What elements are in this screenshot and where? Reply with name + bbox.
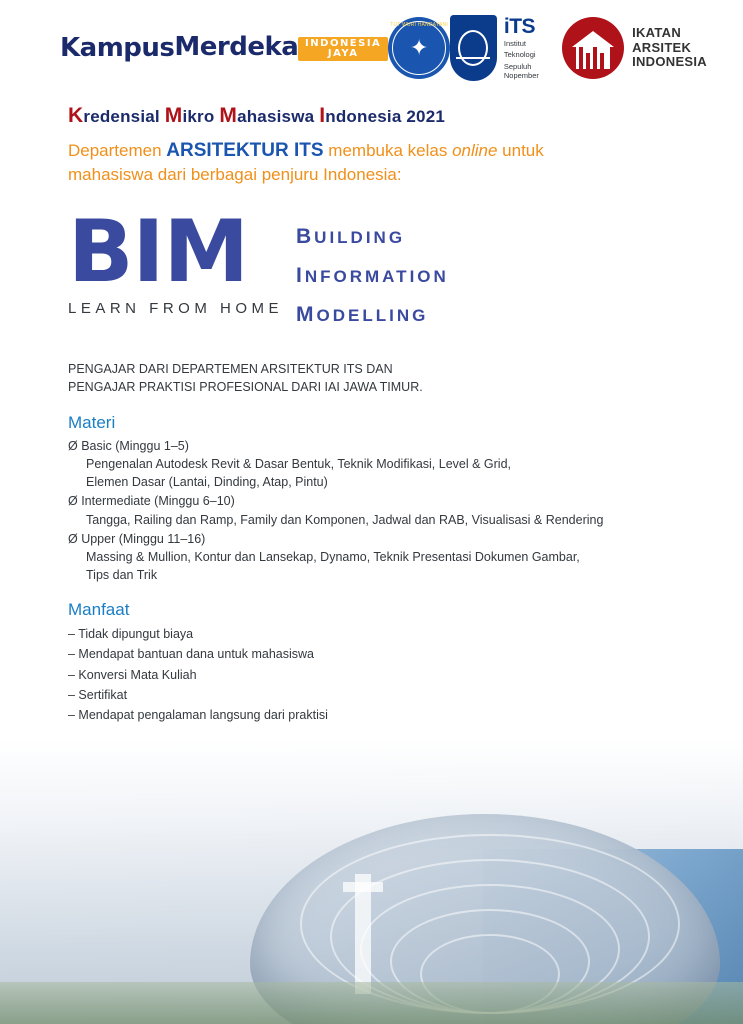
materi-item-basic [68, 437, 703, 491]
logo-header [0, 0, 743, 92]
dept-mid: membuka kelas [323, 141, 453, 160]
dept-post: untuk [497, 141, 544, 160]
bim-acronym: BIM [68, 201, 249, 302]
materi-list [68, 437, 703, 584]
materi-item-intermediate [68, 492, 703, 528]
manfaat-heading: Manfaat [68, 600, 130, 620]
manfaat-list [68, 624, 703, 725]
building-photo [0, 739, 743, 1024]
iai-name-line2: ARSITEK [632, 39, 692, 55]
its-logo [450, 15, 562, 81]
its-name-line1: Institut [503, 38, 526, 48]
kmmi-k: K [68, 104, 84, 127]
its-name-line2: Teknologi [503, 50, 536, 60]
kmmi-i: I [319, 104, 326, 127]
bim-word-modelling-lead: M [296, 302, 317, 326]
tut-wuri-handayani-logo [388, 17, 450, 79]
bim-word-information [296, 264, 449, 288]
kmmi-m2: M [219, 104, 238, 127]
bim-word-modelling-rest: ODELLING [316, 305, 429, 325]
materi-item-upper-detail-2: Tips dan Trik [86, 567, 158, 582]
bim-word-information-lead: I [296, 263, 305, 287]
bim-block [68, 201, 703, 342]
materi-item-upper [68, 530, 703, 584]
dept-name: ARSITEKTUR ITS [166, 140, 324, 161]
teachers-line2: PENGAJAR PRAKTISI PROFESIONAL DARI IAI JAWA TIMUR. [68, 380, 423, 395]
materi-item-upper-detail-1: Massing & Mullion, Kontur dan Lansekap, Dynamo, Teknik Presentasi Dokumen Gambar, [86, 549, 580, 564]
iai-name-line1: IKATAN [632, 24, 682, 40]
kmmi-m1: M [164, 104, 183, 127]
manfaat-item: – Mendapat pengalaman langsung dari praktisi [68, 708, 328, 723]
kmmi-title [68, 104, 703, 128]
kmmi-ndonesia: ndonesia [325, 107, 407, 126]
kampus-merdeka-tagline: INDONESIA JAYA [298, 37, 388, 61]
department-announcement [68, 138, 703, 187]
iai-logo [562, 17, 707, 79]
bim-word-building [296, 225, 449, 249]
dept-prefix: Departemen [68, 141, 167, 160]
dept-line2-prefix: mahasiswa dari berbagai penjuru [68, 164, 324, 184]
kmmi-ikro: ikro [182, 107, 220, 126]
tut-wuri-ring [392, 21, 446, 75]
materi-item-upper-head: Ø Upper (Minggu 11–16) [68, 531, 206, 546]
materi-item-basic-head: Ø Basic (Minggu 1–5) [68, 439, 189, 454]
materi-item-intermediate-head: Ø Intermediate (Minggu 6–10) [68, 494, 235, 509]
bim-word-information-rest: NFORMATION [304, 266, 449, 286]
materi-item-intermediate-detail-1: Tangga, Railing dan Ramp, Family dan Komponen, Jadwal dan RAB, Visualisasi & Rendering [86, 512, 604, 527]
tut-wuri-caption: TUT WURI HANDAYANI [390, 22, 448, 28]
bim-word-modelling [296, 303, 449, 327]
iai-emblem-icon [562, 17, 624, 79]
manfaat-item: – Tidak dipungut biaya [68, 627, 194, 642]
kampus-merdeka-line2: Merdeka [174, 31, 299, 62]
manfaat-item: – Mendapat bantuan dana untuk mahasiswa [68, 647, 315, 662]
dept-line2-country: Indonesia: [323, 164, 402, 184]
kmmi-redensial: redensial [83, 107, 165, 126]
teachers-line1: PENGAJAR DARI DEPARTEMEN ARSITEKTUR ITS DAN [68, 361, 393, 376]
bim-word-building-lead: B [296, 224, 315, 248]
manfaat-item: – Konversi Mata Kuliah [68, 667, 197, 682]
manfaat-item: – Sertifikat [68, 687, 128, 702]
kmmi-year: 2021 [406, 107, 446, 126]
tower-structure [355, 874, 371, 994]
its-abbr: iTS [503, 14, 536, 38]
tut-wuri-emblem-icon: ✦ [409, 35, 429, 60]
bim-tagline: LEARN FROM HOME [68, 299, 284, 317]
materi-item-basic-detail-1: Pengenalan Autodesk Revit & Dasar Bentuk, Teknik Modifikasi, Level & Grid, [86, 457, 511, 472]
kampus-merdeka-line1: Kampus [60, 33, 175, 63]
teachers-note [68, 360, 703, 398]
kampus-merdeka-logo [60, 31, 388, 63]
bim-word-building-rest: UILDING [314, 227, 406, 247]
iai-name-line3: INDONESIA [632, 54, 707, 70]
its-name-line3: Sepuluh Nopember [503, 61, 539, 80]
dept-online: online [452, 141, 498, 160]
its-shield-icon [450, 15, 497, 81]
kmmi-ahasiswa: ahasiswa [237, 107, 320, 126]
materi-item-basic-detail-2: Elemen Dasar (Lantai, Dinding, Atap, Pintu) [86, 475, 328, 490]
materi-heading: Materi [68, 413, 116, 433]
